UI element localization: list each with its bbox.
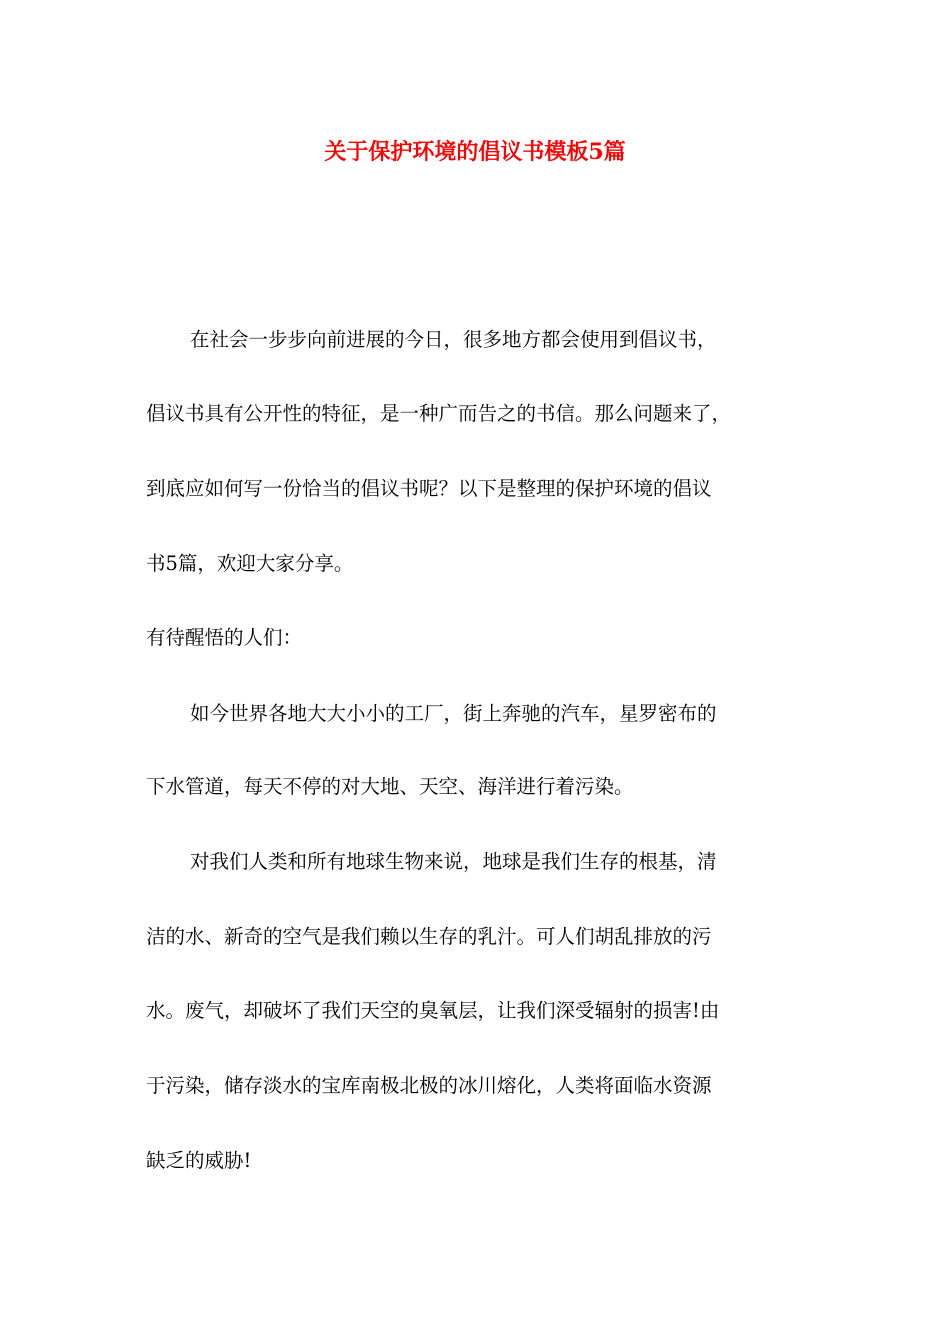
- paragraph-2-line-1: 对我们人类和所有地球生物来说，地球是我们生存的根基，清: [190, 850, 717, 873]
- paragraph-intro-line-4: 书5篇，欢迎大家分享。: [146, 552, 354, 575]
- paragraph-intro-line-2: 倡议书具有公开性的特征，是一种广而告之的书信。那么问题来了，: [146, 402, 732, 425]
- paragraph-2-line-2: 洁的水、新奇的空气是我们赖以生存的乳汁。可人们胡乱排放的污: [146, 925, 712, 948]
- paragraph-1-line-1: 如今世界各地大大小小的工厂，街上奔驰的汽车，星罗密布的: [190, 702, 717, 725]
- paragraph-2-line-5: 缺乏的威胁!: [146, 1149, 252, 1172]
- page-title: 关于保护环境的倡议书模板5篇: [324, 139, 626, 165]
- paragraph-1-line-2: 下水管道，每天不停的对大地、天空、海洋进行着污染。: [146, 775, 634, 798]
- paragraph-intro-line-3: 到底应如何写一份恰当的倡议书呢？以下是整理的保护环境的倡议: [146, 477, 712, 500]
- paragraph-intro-line-1: 在社会一步步向前进展的今日，很多地方都会使用到倡议书，: [190, 328, 717, 351]
- paragraph-2-line-3: 水。废气，却破坏了我们天空的臭氧层，让我们深受辐射的损害!由: [146, 999, 720, 1022]
- paragraph-2-line-4: 于污染，储存淡水的宝库南极北极的冰川熔化，人类将面临水资源: [146, 1074, 712, 1097]
- salutation: 有待醒悟的人们：: [146, 626, 303, 649]
